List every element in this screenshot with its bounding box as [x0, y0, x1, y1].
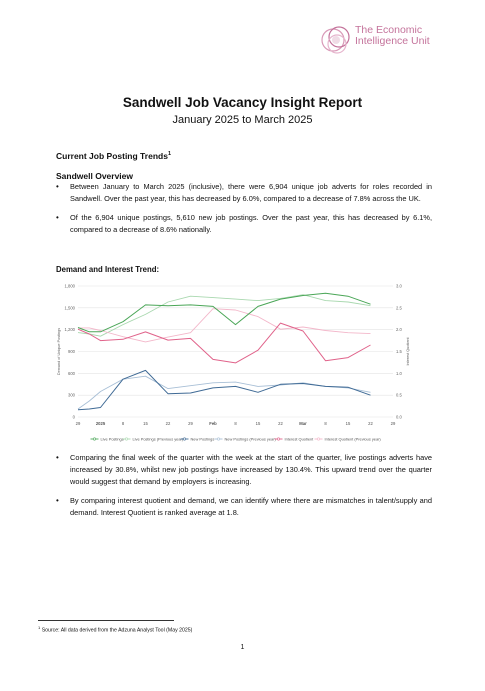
- bullet-text: Comparing the final week of the quarter with the week at the start of the quarter, live postings adverts have increased by 30.8%, whilst new job postings have increased by 130.4%. This upward trend over the quarter would suggest that demand by employers is increasing.: [70, 453, 432, 486]
- x-tick-label: 8: [234, 421, 237, 426]
- series-line-interest-quotient: [78, 323, 371, 363]
- x-tick-label: Feb: [209, 421, 217, 426]
- bullet-list-top: [56, 181, 432, 243]
- legend-label: Live Postings (Previous year): [132, 436, 184, 442]
- x-tick-label: Mar: [299, 421, 307, 426]
- y2-tick-label: 2.5: [396, 305, 402, 311]
- overview-heading: Sandwell Overview: [56, 171, 134, 181]
- x-tick-label: 15: [143, 421, 148, 426]
- legend-marker: [183, 438, 185, 440]
- bullet-item: [56, 495, 432, 519]
- y2-tick-label: 1.5: [396, 349, 402, 354]
- y-tick-label: 0: [72, 414, 75, 420]
- legend-label: Interest Quotient (Previous year): [324, 436, 381, 442]
- legend-marker: [317, 438, 319, 440]
- legend-marker: [93, 438, 95, 440]
- legend-label: New Postings: [190, 436, 215, 442]
- bullet-item: [56, 452, 432, 488]
- x-tick-label: 29: [390, 421, 396, 426]
- y2-axis-label: Interest Quotient: [406, 337, 410, 366]
- x-tick-label: 8: [121, 421, 125, 426]
- report-subtitle: January 2025 to March 2025: [172, 114, 313, 126]
- demand-interest-chart: [56, 280, 426, 448]
- x-tick-label: 15: [255, 421, 261, 426]
- bullet-icon: •: [56, 213, 59, 222]
- y2-tick-label: 2.0: [396, 327, 402, 333]
- legend-label: Interest Quotient: [284, 436, 314, 442]
- x-tick-label: 8: [324, 421, 327, 426]
- y2-tick-label: 3.0: [396, 283, 402, 289]
- footnote-rule: [38, 620, 174, 621]
- y-tick-label: 900: [68, 349, 75, 354]
- y-axis-label: Demand of Unique Postings: [57, 327, 61, 376]
- y-tick-label: 1,800: [64, 283, 75, 289]
- report-title: Sandwell Job Vacancy Insight Report: [122, 95, 363, 110]
- logo-text: [355, 25, 430, 46]
- series-line-new-postings: [78, 370, 371, 409]
- footnote: [38, 625, 192, 634]
- x-tick-label: 2025: [95, 421, 106, 426]
- bullet-text: By comparing interest quotient and demand, we can identify where there are mismatches in talent/supply and demand. Interest Quotient is ranked average at 1.8.: [70, 496, 432, 517]
- bullet-icon: •: [56, 496, 59, 505]
- x-tick-label: 22: [368, 421, 373, 426]
- y2-tick-label: 1.0: [396, 370, 402, 376]
- y2-tick-label: 0.5: [396, 392, 402, 398]
- bullet-text: Between January to March 2025 (inclusive), there were 6,904 unique job adverts for roles recorded in Sandwell. Over the past year, this has decreased by 6.0%, compared to a decrease of 7.8% across the UK.: [70, 182, 432, 203]
- x-tick-label: 22: [165, 421, 171, 426]
- bullet-item: [56, 212, 432, 236]
- x-tick-label: 29: [188, 421, 193, 426]
- legend-marker: [125, 438, 127, 440]
- legend-label: Live Postings: [100, 436, 124, 442]
- y-tick-label: 1,500: [64, 305, 75, 311]
- logo-line-2: Intelligence Unit: [355, 34, 430, 47]
- section-heading: [56, 151, 171, 161]
- eiu-logo: [320, 24, 460, 64]
- logo-mark-icon: [320, 24, 352, 56]
- footnote-text: Source: All data derived from the Adzuna Analyst Tool (May 2025): [41, 627, 193, 634]
- legend-marker: [217, 438, 219, 440]
- y-tick-label: 1,200: [64, 327, 75, 333]
- bullet-list-bottom: [56, 452, 432, 526]
- x-tick-label: 15: [345, 421, 351, 426]
- x-tick-label: 29: [75, 421, 81, 426]
- footnote-number: 1: [38, 625, 41, 630]
- y2-tick-label: 0.0: [396, 414, 402, 420]
- x-tick-label: 22: [278, 421, 283, 426]
- page-number: 1: [240, 644, 245, 651]
- legend-marker: [277, 438, 279, 440]
- logo-line-1: The Economic: [355, 24, 423, 36]
- footnote-marker: 1: [167, 151, 171, 158]
- bullet-icon: •: [56, 453, 59, 462]
- bullet-icon: •: [56, 182, 59, 191]
- bullet-text: Of the 6,904 unique postings, 5,610 new job postings. Over the past year, this has decreased by 6.1%, compared to a decrease of 8.6% nationally.: [70, 213, 432, 234]
- y-tick-label: 600: [68, 370, 75, 376]
- legend-label: New Postings (Previous year): [224, 436, 276, 442]
- y-tick-label: 300: [68, 392, 75, 398]
- series-line-live-postings: [78, 293, 371, 332]
- chart-heading: Demand and Interest Trend:: [56, 265, 160, 274]
- section-heading-text: Current Job Posting Trends: [56, 151, 168, 161]
- bullet-item: [56, 181, 432, 205]
